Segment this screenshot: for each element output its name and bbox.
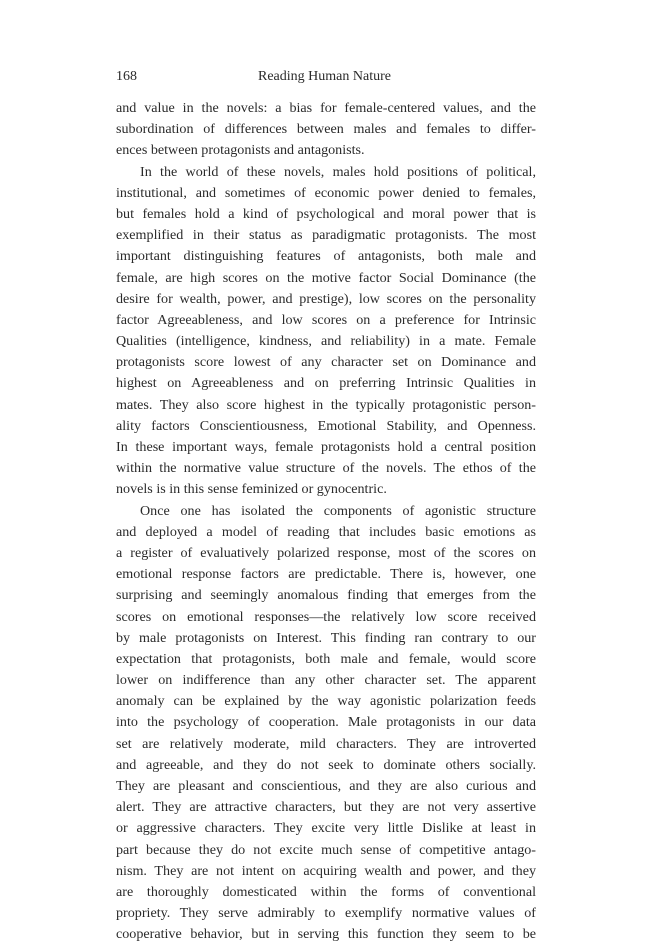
- text-line: factor Agreeableness, and low scores on a preference for Intrinsic: [116, 311, 536, 328]
- text-line: part because they do not excite much sense of competitive antago-: [116, 841, 536, 858]
- text-line: within the normative value structure of the novels. The ethos of the: [116, 460, 536, 477]
- text-line: expectation that protagonists, both male and female, would score: [116, 650, 536, 667]
- text-line: and value in the novels: a bias for female-centered values, and the: [116, 100, 536, 116]
- text-line: alert. They are attractive characters, but they are not very assertive: [116, 799, 536, 816]
- text-line: institutional, and sometimes of economic power denied to females,: [116, 184, 536, 201]
- running-title: Reading Human Nature: [258, 69, 391, 84]
- text-line: important distinguishing features of antagonists, both male and: [116, 248, 536, 265]
- text-line: into the psychology of cooperation. Male protagonists in our data: [116, 714, 536, 731]
- text-line: anomaly can be explained by the way agonistic polarization feeds: [116, 693, 536, 710]
- running-head: [116, 68, 536, 86]
- text-line: lower on indifference than any other character set. The apparent: [116, 672, 536, 689]
- text-line: They are pleasant and conscientious, and they are also curious and: [116, 778, 536, 794]
- text-line: but females hold a kind of psychological and moral power that is: [116, 205, 536, 222]
- text-line: are thoroughly domesticated within the forms of conventional: [116, 883, 536, 900]
- text-line: and agreeable, and they do not seek to dominate others socially.: [116, 756, 536, 773]
- text-line: set are relatively moderate, mild characters. They are introverted: [116, 735, 536, 752]
- text-line: cooperative behavior, but in serving this function they seem to be: [116, 926, 536, 943]
- text-line: scores on emotional responses—the relatively low score received: [116, 608, 536, 625]
- text-line: a register of evaluatively polarized response, most of the scores on: [116, 544, 536, 561]
- text-line: protagonists score lowest of any character set on Dominance and: [116, 354, 536, 371]
- text-line: exemplified in their status as paradigmatic protagonists. The most: [116, 227, 536, 244]
- text-line: by male protagonists on Interest. This finding ran contrary to our: [116, 629, 536, 646]
- paragraph-first-line: Once one has isolated the components of agonistic structure: [140, 502, 536, 519]
- text-line: subordination of differences between males and females to differ-: [116, 121, 536, 138]
- text-line: novels is in this sense feminized or gynocentric.: [116, 481, 387, 498]
- text-line: ences between protagonists and antagonists.: [116, 142, 365, 159]
- text-line: mates. They also score highest in the typically protagonistic person-: [116, 396, 536, 413]
- text-line: propriety. They serve admirably to exemplify normative values of: [116, 905, 536, 922]
- text-line: In these important ways, female protagonists hold a central position: [116, 439, 536, 455]
- text-line: highest on Agreeableness and on preferring Intrinsic Qualities in: [116, 375, 536, 392]
- text-line: surprising and seemingly anomalous finding that emerges from the: [116, 587, 536, 604]
- text-line: and deployed a model of reading that includes basic emotions as: [116, 523, 536, 540]
- text-line: ality factors Conscientiousness, Emotional Stability, and Openness.: [116, 417, 536, 434]
- text-line: emotional response factors are predictable. There is, however, one: [116, 566, 536, 583]
- text-line: nism. They are not intent on acquiring wealth and power, and they: [116, 862, 536, 879]
- body-text: [116, 98, 536, 946]
- text-line: or aggressive characters. They excite very little Dislike at least in: [116, 820, 536, 837]
- text-line: desire for wealth, power, and prestige), low scores on the personality: [116, 290, 536, 307]
- page-number: 168: [116, 69, 137, 84]
- text-line: Qualities (intelligence, kindness, and reliability) in a mate. Female: [116, 333, 536, 350]
- text-line: female, are high scores on the motive factor Social Dominance (the: [116, 269, 536, 286]
- paragraph-first-line: In the world of these novels, males hold positions of political,: [140, 163, 536, 180]
